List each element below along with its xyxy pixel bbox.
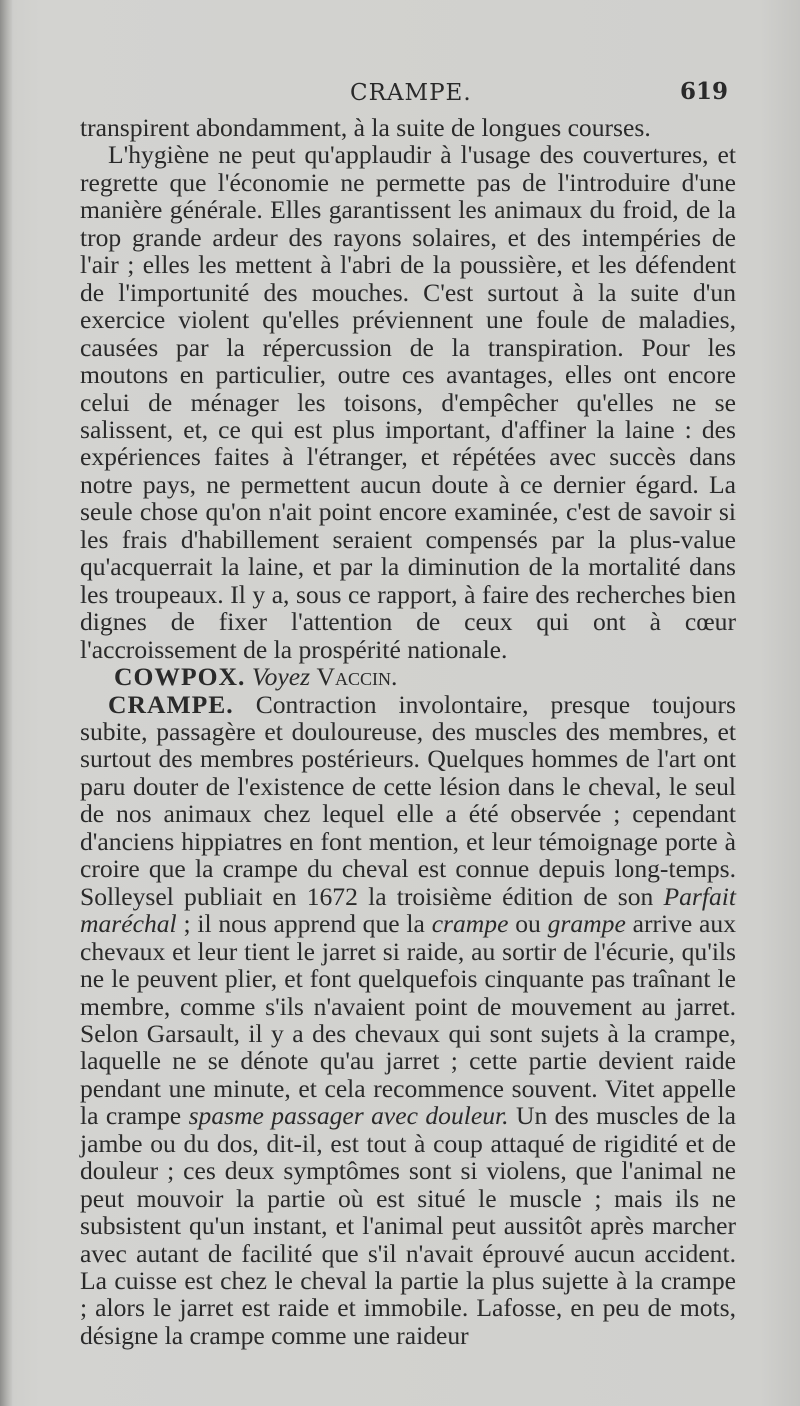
entry-text: Un des muscles de la jambe ou du dos, dit-il, est tout à coup attaqué de rigidité et de douleur ; ces deux symptômes sont si violens, que l'animal ne peut mouvoir la partie où est situé le muscle ; mais ils ne subsistent qu'un instant, et l'animal peut aussitôt après marcher avec autant de facilité que s'il n'avait éprouvé aucun accident. La cuisse est chez le cheval la partie la plus sujette à la crampe ; alors le jarret est raide et immobile. Lafosse, en peu de mots, désigne la crampe comme une raideur bbox=[80, 1101, 736, 1350]
entry-cross-ref: Vaccin. bbox=[316, 662, 398, 692]
paragraph-hygiene: L'hygiène ne peut qu'applaudir à l'usage des couvertures, et regrette que l'économie ne permette pas de l'introduire d'une manière générale. Elles garantissent les animaux du froid, de la trop grande ardeur des rayons solaires, et des intempéries de l'air ; elles les mettent à l'abri de la poussière, et les défendent de l'importunité des mouches. C'est surtout à la suite d'un exercice violent qu'elles préviennent une foule de maladies, causées par la répercussion de la transpiration. Pour les moutons en particulier, outre ces avantages, elles ont encore celui de ménager les toisons, d'empêcher qu'elles ne se salissent, et, ce qui est plus important, d'affiner la laine : des expériences faites à l'étranger, et répétées avec succès dans notre pays, ne permettent aucun doute à ce dernier égard. La seule chose qu'on n'ait point encore examinée, c'est de savoir si les frais d'habillement seraient compensés par la plus-value qu'acquerrait la laine, et par la diminution de la mortalité dans les troupeaux. Il y a, sous ce rapport, à faire des recherches bien dignes de fixer l'attention de ceux qui ont à cœur l'accroissement de la prospérité nationale. bbox=[80, 140, 736, 664]
page-binding-edge bbox=[0, 0, 12, 1406]
page-number: 619 bbox=[679, 78, 728, 105]
running-title: CRAMPE. bbox=[350, 80, 472, 106]
page-header bbox=[80, 80, 736, 114]
entry-headword: CRAMPE. bbox=[108, 689, 234, 719]
body-text bbox=[80, 114, 736, 1349]
paragraph-continuation: transpirent abondamment, à la suite de longues courses. bbox=[80, 113, 651, 142]
entry-cross-ref-label: Voyez bbox=[251, 662, 311, 692]
entry-crampe bbox=[80, 691, 736, 1350]
italic-text: Parfait maréchal bbox=[80, 881, 736, 939]
entry-text: arrive aux chevaux et leur tient le jarret si raide, au sortir de l'écurie, qu'ils ne le peuvent plier, et font quelquefois cinquante pas traînant le membre, comme s'ils n'avaient point de mouvement au jarret. Selon Garsault, il y a des chevaux qui sont sujets à la crampe, laquelle ne se dénote qu'au jarret ; cette partie devient raide pendant une minute, et cela recommence souvent. Vitet appelle la crampe bbox=[80, 909, 737, 1131]
italic-text: crampe bbox=[431, 909, 509, 939]
entry-headword: COWPOX. bbox=[114, 662, 246, 692]
italic-text: grampe bbox=[547, 909, 626, 939]
entry-text: Contraction involontaire, presque toujours subite, passagère et douloureuse, des muscles des membres, et surtout des membres postérieurs. Quelques hommes de l'art ont paru douter de l'existence de cette lésion dans le cheval, le seul de nos animaux chez lequel elle a été observée ; cependant d'anciens hippiatres en font mention, et leur témoignage porte à croire que la crampe du cheval est connue depuis long-temps. Solleysel publiait en 1672 la troisième édition de son bbox=[80, 689, 736, 911]
italic-text: spasme passager avec douleur. bbox=[188, 1101, 509, 1131]
entry-cowpox bbox=[114, 663, 736, 690]
entry-text: ou bbox=[508, 909, 548, 939]
entry-text: ; il nous apprend que la bbox=[176, 909, 432, 939]
